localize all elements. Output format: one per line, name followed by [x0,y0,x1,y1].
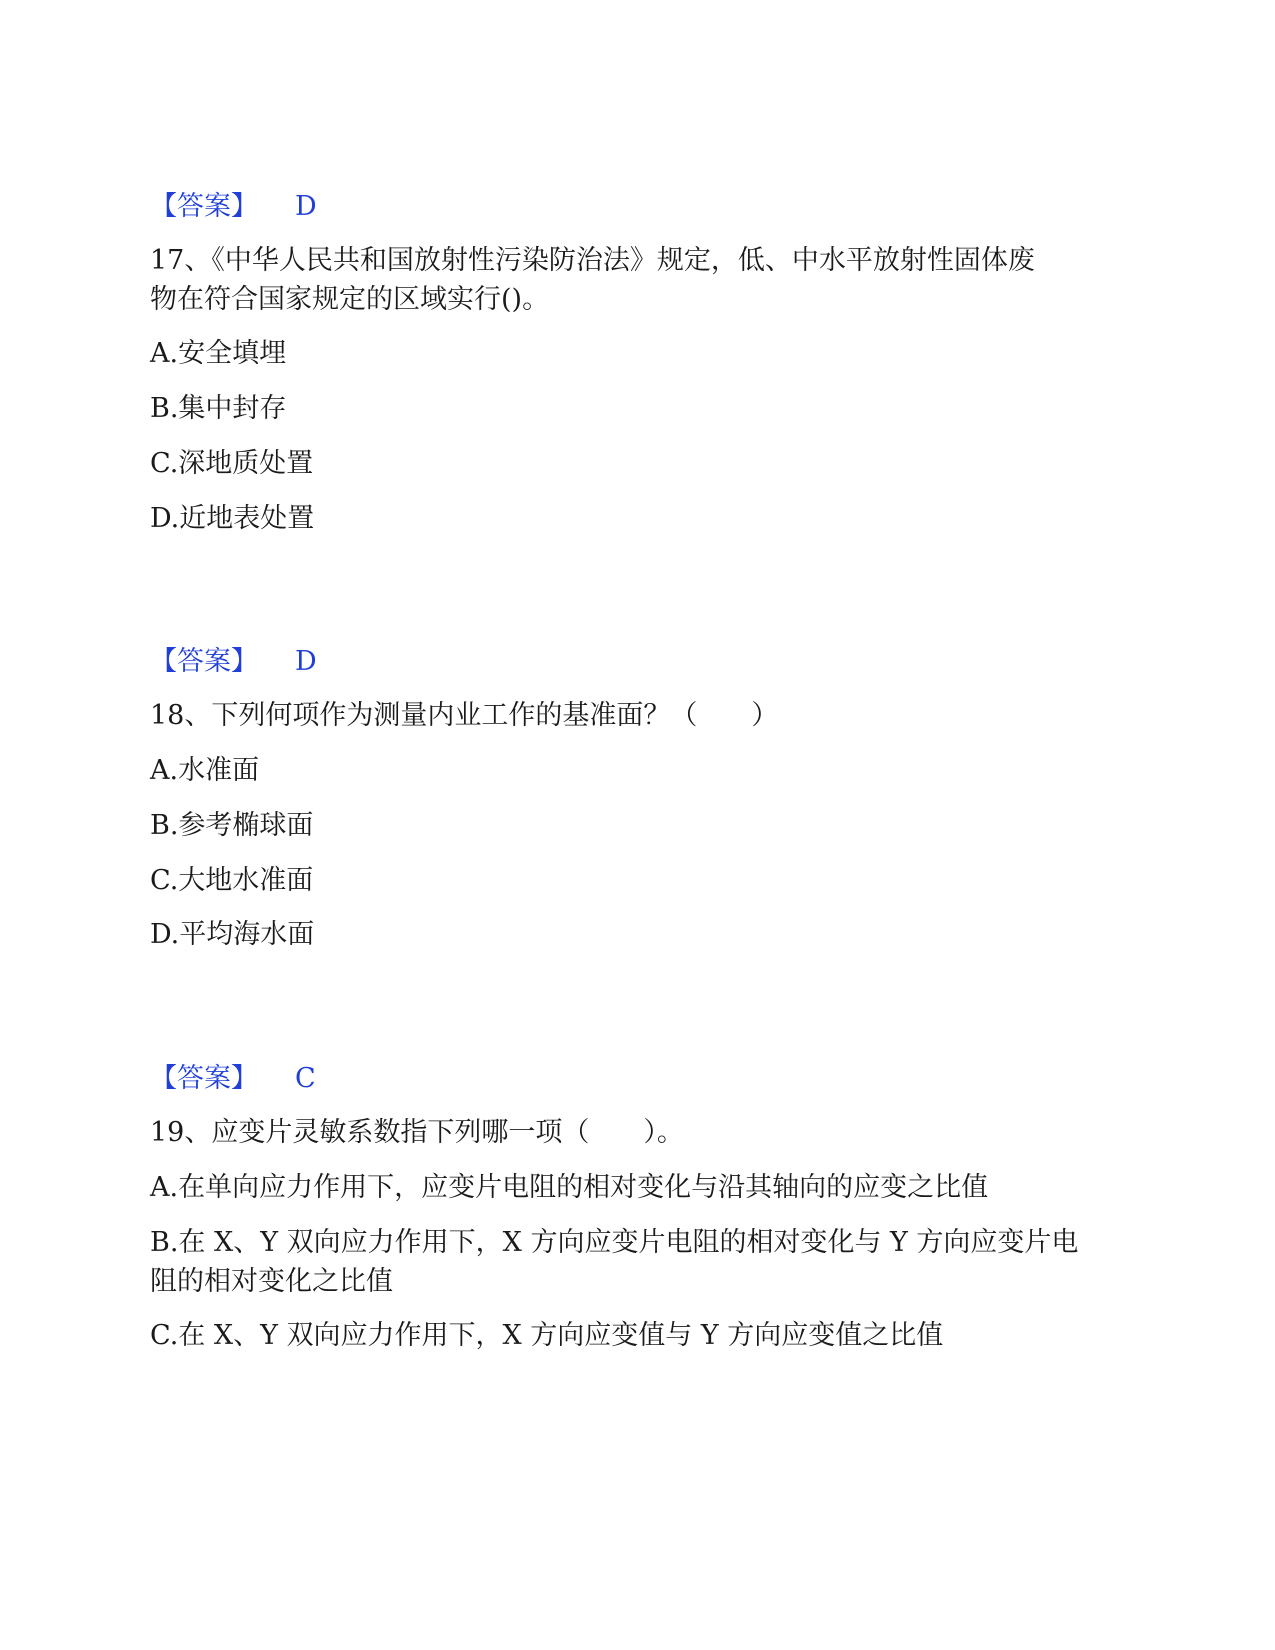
option-b-continued: 阻的相对变化之比值 [150,1266,393,1297]
option-a: A.在单向应力作用下，应变片电阻的相对变化与沿其轴向的应变之比值 [150,1172,989,1203]
answer-value: D [295,646,317,677]
option-a: A.安全填埋 [150,338,287,369]
option-c: C.大地水准面 [150,865,314,896]
answer-label: 【答案】 [150,646,258,677]
answer-value: C [295,1063,316,1094]
answer-row [150,190,550,224]
option-c: C.深地质处置 [150,448,314,479]
option-d: D.平均海水面 [150,919,315,950]
question-text-continued: 物在符合国家规定的区域实行()。 [150,284,550,315]
option-b: B.在 X、Y 双向应力作用下，X 方向应变片电阻的相对变化与 Y 方向应变片电 [150,1227,1079,1258]
answer-row [150,1062,550,1096]
answer-label: 【答案】 [150,1063,258,1094]
question-text: 18、下列何项作为测量内业工作的基准面？（ ） [150,700,779,731]
option-b: B.集中封存 [150,393,287,424]
answer-row [150,645,550,679]
option-b: B.参考椭球面 [150,810,314,841]
answer-value: D [295,191,317,222]
question-text: 17、《中华人民共和国放射性污染防治法》规定，低、中水平放射性固体废 [150,245,1035,276]
answer-label: 【答案】 [150,191,258,222]
option-a: A.水准面 [150,755,260,786]
option-d: D.近地表处置 [150,503,315,534]
option-c: C.在 X、Y 双向应力作用下，X 方向应变值与 Y 方向应变值之比值 [150,1320,944,1351]
question-text: 19、应变片灵敏系数指下列哪一项（ ）。 [150,1117,684,1148]
